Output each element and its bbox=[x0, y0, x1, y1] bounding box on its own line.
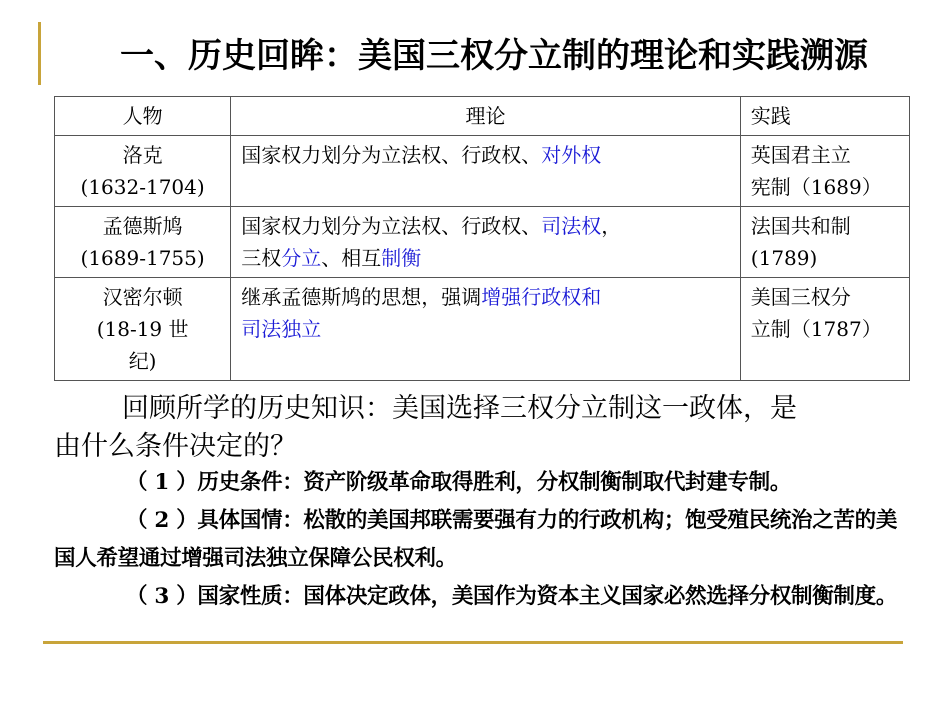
answer-item: （ 3 ）国家性质：国体决定政体，美国作为资本主义国家必然选择分权制衡制度。 bbox=[126, 584, 898, 609]
theory-cell bbox=[231, 136, 741, 207]
answer-item: （ 2 ）具体国情：松散的美国邦联需要强有力的行政机构；饱受殖民统治之苦的美国人希望通过增强司法独立保障公民权利。 bbox=[54, 508, 898, 571]
theory-text: 三权 bbox=[241, 246, 282, 270]
table-header-row bbox=[55, 97, 910, 136]
person-years: (18-19 世 bbox=[96, 317, 189, 341]
theory-highlight: 司法独立 bbox=[241, 317, 322, 341]
theory-highlight: 制衡 bbox=[381, 246, 422, 270]
accent-vertical-bar bbox=[38, 22, 41, 85]
person-years: 纪) bbox=[128, 349, 157, 373]
person-cell bbox=[55, 207, 231, 278]
theory-highlight: 增强行政权和 bbox=[481, 285, 602, 309]
theory-text: 国家权力划分为立法权、行政权、 bbox=[241, 143, 542, 167]
theory-practice-table bbox=[54, 96, 910, 381]
theory-line bbox=[241, 242, 730, 274]
person-name: 洛克 bbox=[122, 143, 163, 167]
theory-text: 继承孟德斯鸠的思想，强调 bbox=[241, 285, 482, 309]
person-years: (1632-1704) bbox=[80, 175, 205, 199]
practice-line: 立制（1787） bbox=[750, 317, 882, 341]
practice-line: 宪制（1689） bbox=[750, 175, 882, 199]
person-cell bbox=[55, 278, 231, 381]
slide-title: 一、历史回眸：美国三权分立制的理论和实践溯源 bbox=[120, 36, 868, 76]
review-question bbox=[54, 390, 924, 466]
answer-list bbox=[54, 464, 914, 616]
theory-line bbox=[241, 210, 730, 242]
theory-cell bbox=[231, 278, 741, 381]
person-name: 孟德斯鸠 bbox=[102, 214, 183, 238]
person-years: (1689-1755) bbox=[80, 246, 205, 270]
practice-line: 美国三权分 bbox=[750, 285, 851, 309]
person-cell bbox=[55, 136, 231, 207]
theory-highlight: 对外权 bbox=[541, 143, 602, 167]
theory-highlight: 分立 bbox=[281, 246, 322, 270]
table-row bbox=[55, 136, 910, 207]
practice-line: 英国君主立 bbox=[750, 143, 851, 167]
practice-cell bbox=[740, 136, 909, 207]
theory-line bbox=[241, 281, 730, 313]
accent-horizontal-bar bbox=[43, 641, 903, 644]
question-line: 由什么条件决定的？ bbox=[54, 431, 297, 462]
theory-text: 国家权力划分为立法权、行政权、 bbox=[241, 214, 542, 238]
table-row bbox=[55, 207, 910, 278]
person-name: 汉密尔顿 bbox=[102, 285, 183, 309]
theory-highlight: 司法权 bbox=[541, 214, 602, 238]
theory-text: ， bbox=[601, 214, 622, 238]
header-theory: 理论 bbox=[231, 97, 741, 136]
table-row bbox=[55, 278, 910, 381]
theory-text: 、相互 bbox=[321, 246, 382, 270]
question-line bbox=[54, 390, 924, 428]
header-person: 人物 bbox=[55, 97, 231, 136]
question-text: 回顾所学的历史知识：美国选择三权分立制这一政体，是 bbox=[122, 393, 797, 424]
header-practice: 实践 bbox=[740, 97, 909, 136]
theory-line bbox=[241, 313, 730, 345]
practice-line: 法国共和制 bbox=[750, 214, 851, 238]
practice-cell bbox=[740, 278, 909, 381]
theory-cell bbox=[231, 207, 741, 278]
practice-line: (1789) bbox=[750, 246, 818, 270]
answer-item: （ 1 ）历史条件：资产阶级革命取得胜利，分权制衡制取代封建专制。 bbox=[126, 470, 792, 495]
practice-cell bbox=[740, 207, 909, 278]
